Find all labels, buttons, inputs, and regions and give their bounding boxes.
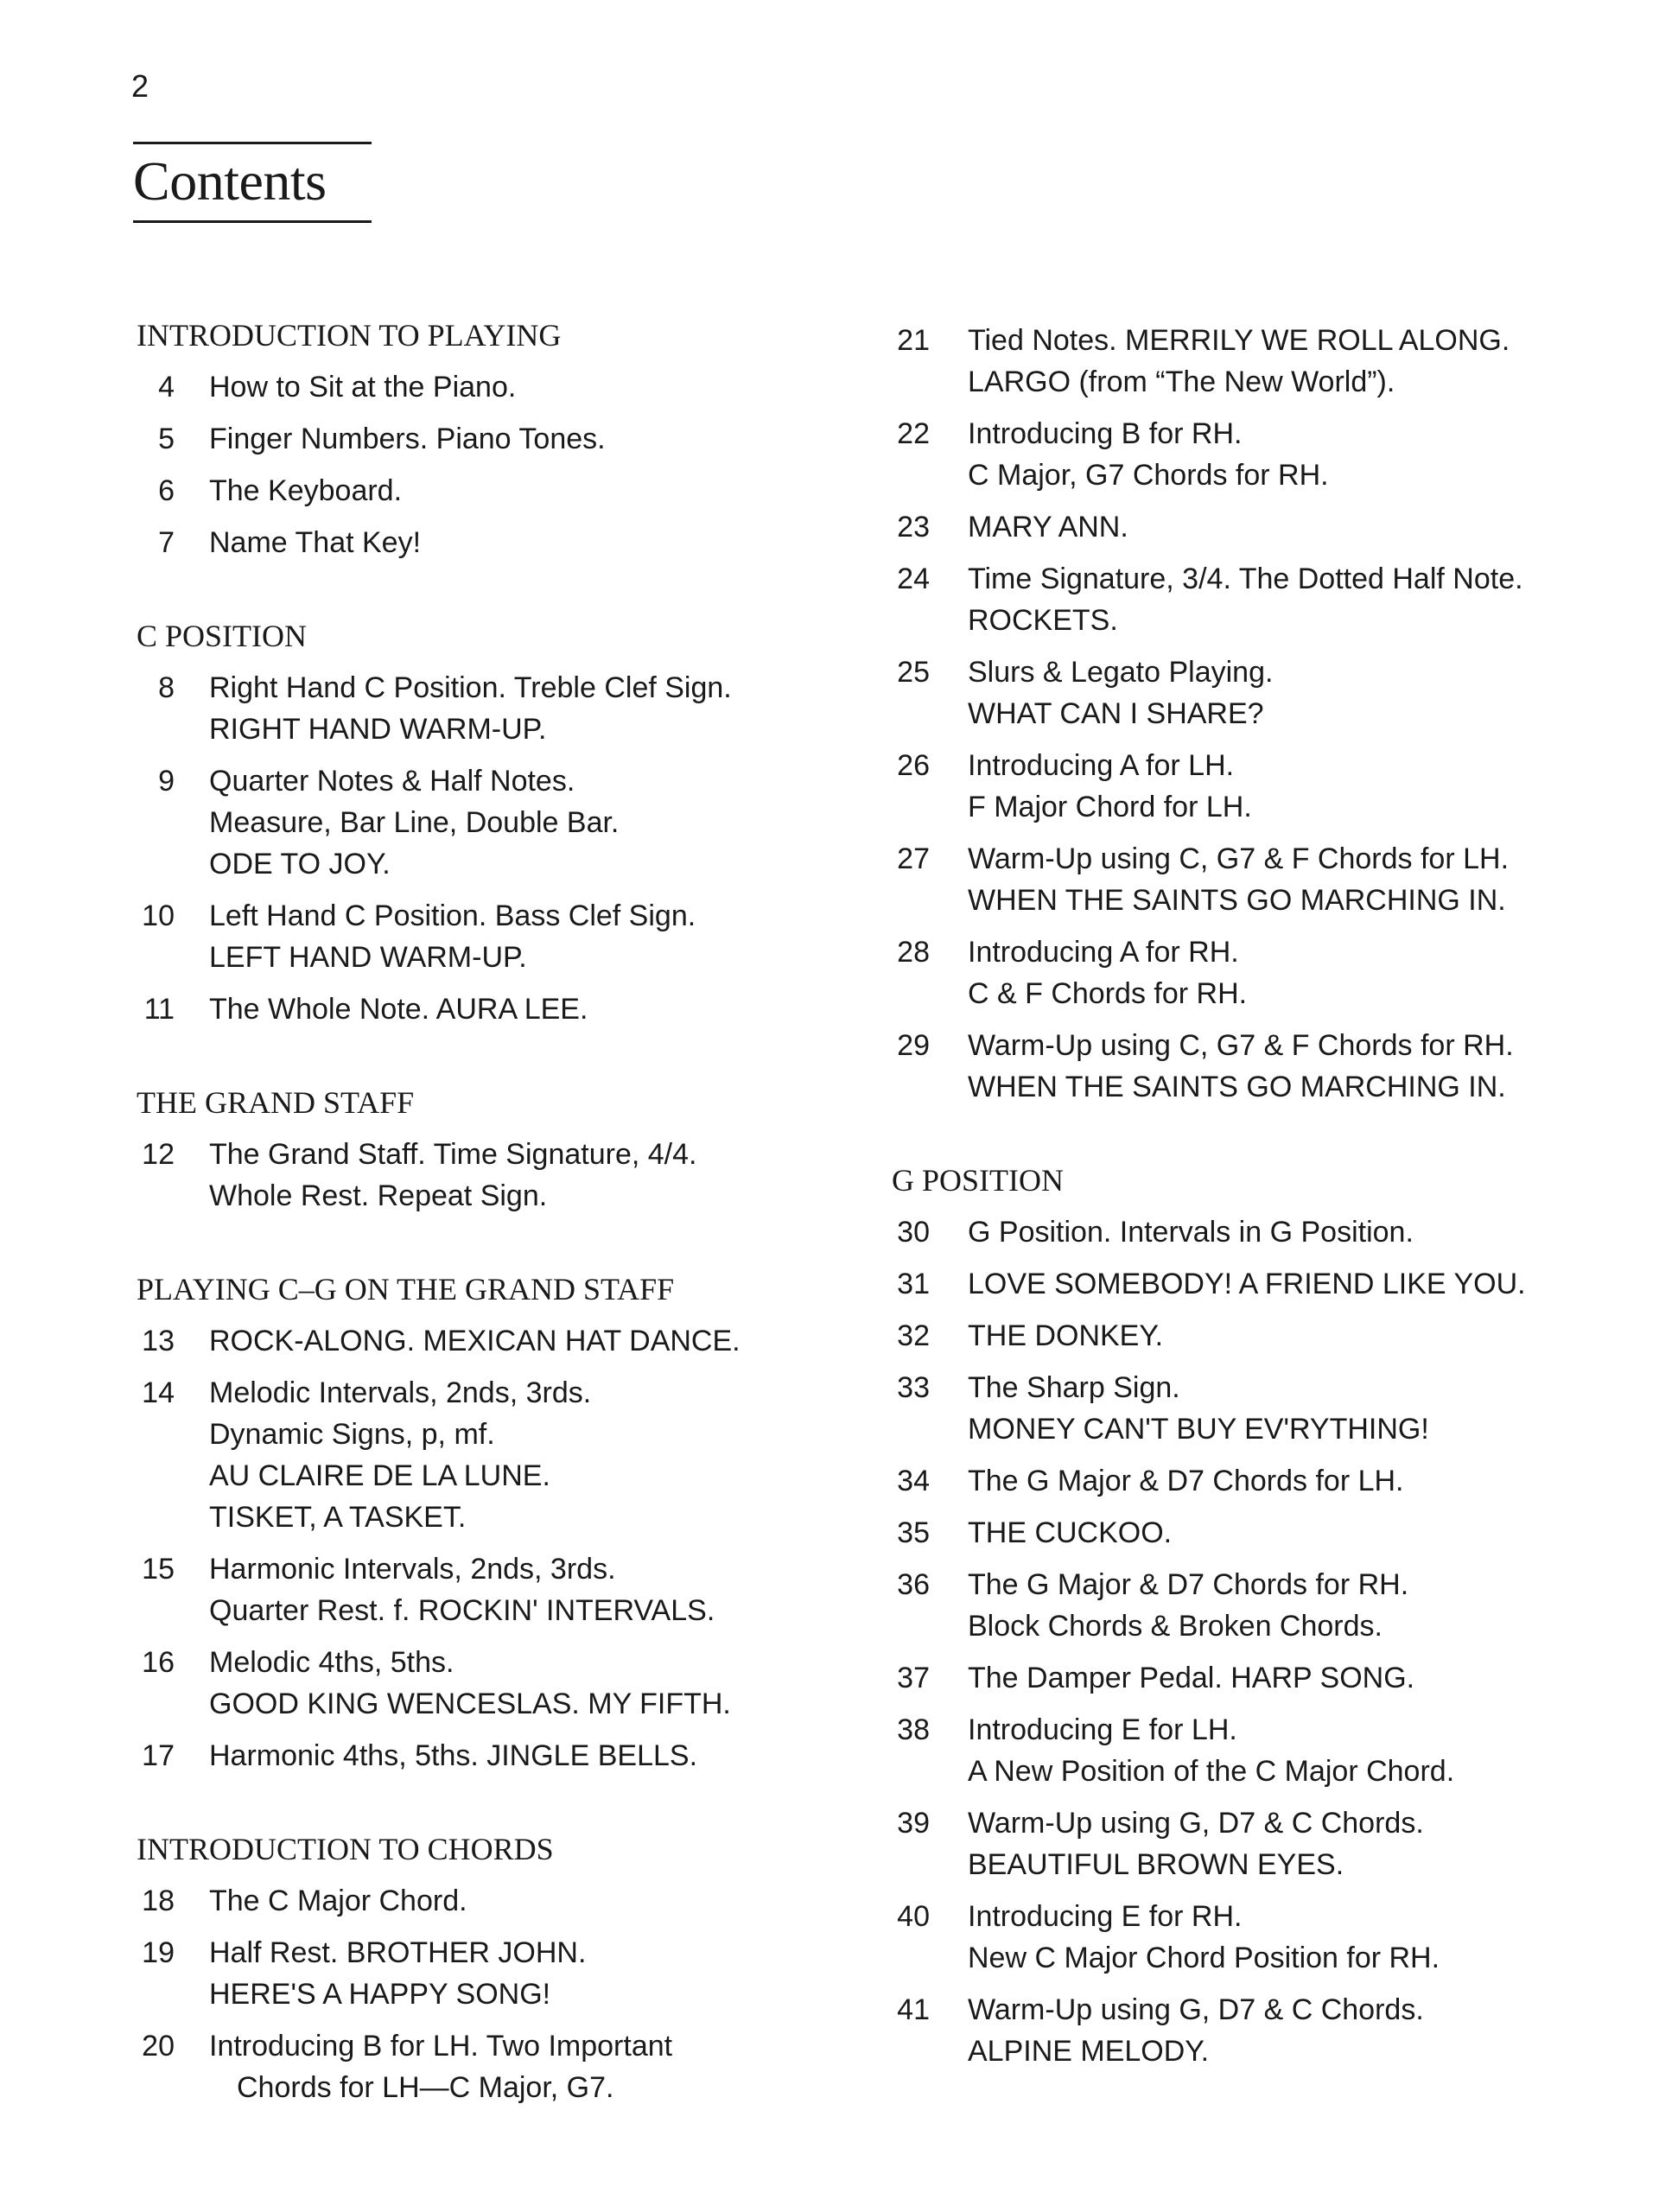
entry-page-number: 23 (897, 511, 930, 543)
entry-line: WHEN THE SAINTS GO MARCHING IN. (968, 1071, 1506, 1103)
entry-page-number: 25 (897, 656, 930, 689)
entry-line: BEAUTIFUL BROWN EYES. (968, 1848, 1344, 1881)
entry-line: Slurs & Legato Playing. (968, 656, 1274, 689)
entry-text (968, 1315, 1163, 1357)
entry-page-number: 4 (158, 371, 175, 404)
entry-text (968, 558, 1523, 641)
entry-line: Block Chords & Broken Chords. (968, 1610, 1382, 1643)
entry-line: A New Position of the C Major Chord. (968, 1755, 1455, 1788)
entry-text (209, 1548, 715, 1631)
entry-line: Introducing B for RH. (968, 417, 1243, 450)
entry-text (968, 838, 1509, 921)
entry-text (968, 1512, 1172, 1554)
entry-page-number: 31 (897, 1268, 930, 1300)
entry-line: ODE TO JOY. (209, 848, 391, 880)
entry-line: Melodic 4ths, 5ths. (209, 1646, 454, 1679)
entry-text (209, 1642, 731, 1725)
entry-text (968, 1025, 1514, 1108)
entry-text (209, 760, 619, 885)
entry-line: C Major, G7 Chords for RH. (968, 459, 1329, 492)
entry-page-number: 32 (897, 1319, 930, 1352)
entry-line: Harmonic 4ths, 5ths. JINGLE BELLS. (209, 1739, 698, 1772)
entry-line: Time Signature, 3/4. The Dotted Half Note. (968, 563, 1523, 595)
entry-line: LARGO (from “The New World”). (968, 365, 1395, 398)
entry-line: The G Major & D7 Chords for RH. (968, 1568, 1409, 1601)
entry-line: ALPINE MELODY. (968, 2035, 1210, 2068)
entry-text (209, 988, 588, 1030)
entry-text (968, 320, 1510, 403)
entry-line: New C Major Chord Position for RH. (968, 1942, 1440, 1974)
entry-line: Warm-Up using G, D7 & C Chords. (968, 1807, 1424, 1840)
entry-line: Melodic Intervals, 2nds, 3rds. (209, 1376, 592, 1409)
entry-page-number: 19 (142, 1936, 175, 1969)
entry-text (968, 1989, 1424, 2072)
entry-line: Introducing A for LH. (968, 749, 1235, 782)
entry-line: How to Sit at the Piano. (209, 371, 517, 404)
section-heading: THE GRAND STAFF (137, 1085, 415, 1120)
entry-line: Right Hand C Position. Treble Clef Sign. (209, 671, 732, 704)
entry-page-number: 18 (142, 1885, 175, 1917)
entry-page-number: 21 (897, 324, 930, 357)
entry-page-number: 41 (897, 1993, 930, 2026)
section-heading: PLAYING C–G ON THE GRAND STAFF (137, 1272, 675, 1306)
entry-line: Name That Key! (209, 526, 422, 559)
page-title: Contents (133, 150, 327, 212)
entry-page-number: 34 (897, 1465, 930, 1497)
entry-line: The Grand Staff. Time Signature, 4/4. (209, 1138, 697, 1171)
entry-line: G Position. Intervals in G Position. (968, 1216, 1414, 1249)
entry-text (209, 1880, 467, 1922)
entry-line: Dynamic Signs, p, mf. (209, 1418, 495, 1451)
entry-text (209, 522, 421, 563)
entry-page-number: 22 (897, 417, 930, 450)
entry-text (209, 470, 402, 512)
entry-page-number: 8 (158, 671, 175, 704)
entry-line: Whole Rest. Repeat Sign. (209, 1179, 548, 1212)
entry-line: Quarter Notes & Half Notes. (209, 765, 575, 798)
entry-page-number: 9 (158, 765, 175, 798)
entry-text (968, 506, 1128, 548)
entry-text (968, 1657, 1414, 1699)
entry-line: TISKET, A TASKET. (209, 1501, 467, 1534)
section-heading: INTRODUCTION TO CHORDS (137, 1832, 554, 1866)
entry-text (968, 652, 1273, 734)
section-heading: G POSITION (892, 1163, 1065, 1198)
entry-text (209, 1372, 591, 1538)
entry-line: Warm-Up using G, D7 & C Chords. (968, 1993, 1424, 2026)
entry-page-number: 36 (897, 1568, 930, 1601)
entry-page-number: 11 (143, 993, 175, 1026)
entry-page-number: 10 (142, 899, 175, 932)
entry-page-number: 13 (142, 1325, 175, 1357)
entry-line: Chords for LH—C Major, G7. (237, 2071, 614, 2104)
entry-line: ROCKETS. (968, 604, 1118, 637)
entry-page-number: 12 (142, 1138, 175, 1171)
entry-text (209, 667, 732, 750)
entry-text (968, 1802, 1424, 1885)
entry-page-number: 20 (142, 2030, 175, 2063)
page-number: 2 (131, 68, 149, 104)
entry-line: C & F Chords for RH. (968, 977, 1248, 1010)
entry-line: Tied Notes. MERRILY WE ROLL ALONG. (968, 324, 1510, 357)
entry-text (209, 1134, 696, 1217)
entry-text (968, 1263, 1526, 1305)
entry-line: MONEY CAN'T BUY EV'RYTHING! (968, 1413, 1429, 1446)
entry-page-number: 38 (897, 1713, 930, 1746)
entry-line: The Sharp Sign. (968, 1371, 1180, 1404)
entry-text (968, 413, 1329, 496)
entry-line: The Damper Pedal. HARP SONG. (968, 1662, 1415, 1694)
entry-line: Introducing B for LH. Two Important (209, 2030, 673, 2063)
entry-text (968, 1460, 1404, 1502)
entry-page-number: 28 (897, 936, 930, 969)
entry-line: MARY ANN. (968, 511, 1128, 543)
entry-page-number: 30 (897, 1216, 930, 1249)
entry-line: The Keyboard. (209, 474, 403, 507)
entry-text (209, 1932, 586, 2015)
entry-text (968, 1564, 1408, 1647)
entry-text (209, 418, 606, 460)
entry-text (968, 1367, 1429, 1450)
entry-page-number: 15 (142, 1553, 175, 1586)
entry-line: Warm-Up using C, G7 & F Chords for LH. (968, 842, 1510, 875)
entry-text (968, 745, 1252, 828)
entry-line: Introducing A for RH. (968, 936, 1239, 969)
entry-line: Harmonic Intervals, 2nds, 3rds. (209, 1553, 616, 1586)
entry-line: The G Major & D7 Chords for LH. (968, 1465, 1404, 1497)
entry-page-number: 35 (897, 1516, 930, 1549)
entry-text (968, 1709, 1454, 1792)
entry-line: WHAT CAN I SHARE? (968, 697, 1264, 730)
entry-line: The Whole Note. AURA LEE. (209, 993, 588, 1026)
entry-page-number: 14 (142, 1376, 175, 1409)
entry-text (968, 1896, 1440, 1979)
entry-line: F Major Chord for LH. (968, 791, 1252, 823)
entry-line: AU CLAIRE DE LA LUNE. (209, 1459, 550, 1492)
entry-line: Half Rest. BROTHER JOHN. (209, 1936, 587, 1969)
entry-line: Left Hand C Position. Bass Clef Sign. (209, 899, 696, 932)
entry-line: Warm-Up using C, G7 & F Chords for RH. (968, 1029, 1514, 1062)
entry-text (209, 1735, 697, 1777)
entry-page-number: 29 (897, 1029, 930, 1062)
entry-line: Introducing E for LH. (968, 1713, 1237, 1746)
entry-page-number: 24 (897, 563, 930, 595)
entry-line: LEFT HAND WARM-UP. (209, 941, 527, 974)
entry-page-number: 5 (158, 423, 175, 455)
entry-line: Introducing E for RH. (968, 1900, 1243, 1933)
entry-page-number: 6 (158, 474, 175, 507)
section-heading: C POSITION (137, 619, 308, 653)
entry-page-number: 27 (897, 842, 930, 875)
entry-text (209, 895, 696, 978)
entry-line: Finger Numbers. Piano Tones. (209, 423, 606, 455)
entry-line: The C Major Chord. (209, 1885, 467, 1917)
entry-page-number: 39 (897, 1807, 930, 1840)
entry-line: RIGHT HAND WARM-UP. (209, 713, 547, 746)
entry-line: LOVE SOMEBODY! A FRIEND LIKE YOU. (968, 1268, 1526, 1300)
entry-text (209, 1320, 741, 1362)
entry-text (968, 931, 1247, 1014)
section-heading: INTRODUCTION TO PLAYING (137, 318, 562, 353)
entry-text (968, 1211, 1414, 1253)
entry-line: WHEN THE SAINTS GO MARCHING IN. (968, 884, 1506, 917)
entry-page-number: 37 (897, 1662, 930, 1694)
entry-page-number: 33 (897, 1371, 930, 1404)
entry-page-number: 17 (142, 1739, 175, 1772)
entry-text (209, 366, 516, 408)
entry-line: THE DONKEY. (968, 1319, 1164, 1352)
entry-text (209, 2025, 672, 2108)
entry-line: GOOD KING WENCESLAS. MY FIFTH. (209, 1688, 731, 1720)
entry-page-number: 26 (897, 749, 930, 782)
entry-page-number: 40 (897, 1900, 930, 1933)
entry-line: THE CUCKOO. (968, 1516, 1173, 1549)
entry-page-number: 16 (142, 1646, 175, 1679)
entry-line: ROCK-ALONG. MEXICAN HAT DANCE. (209, 1325, 741, 1357)
entry-line: Measure, Bar Line, Double Bar. (209, 806, 620, 839)
entry-line: HERE'S A HAPPY SONG! (209, 1978, 551, 2011)
entry-line: Quarter Rest. f. ROCKIN' INTERVALS. (209, 1594, 715, 1627)
title-block (133, 142, 372, 223)
entry-page-number: 7 (158, 526, 175, 559)
